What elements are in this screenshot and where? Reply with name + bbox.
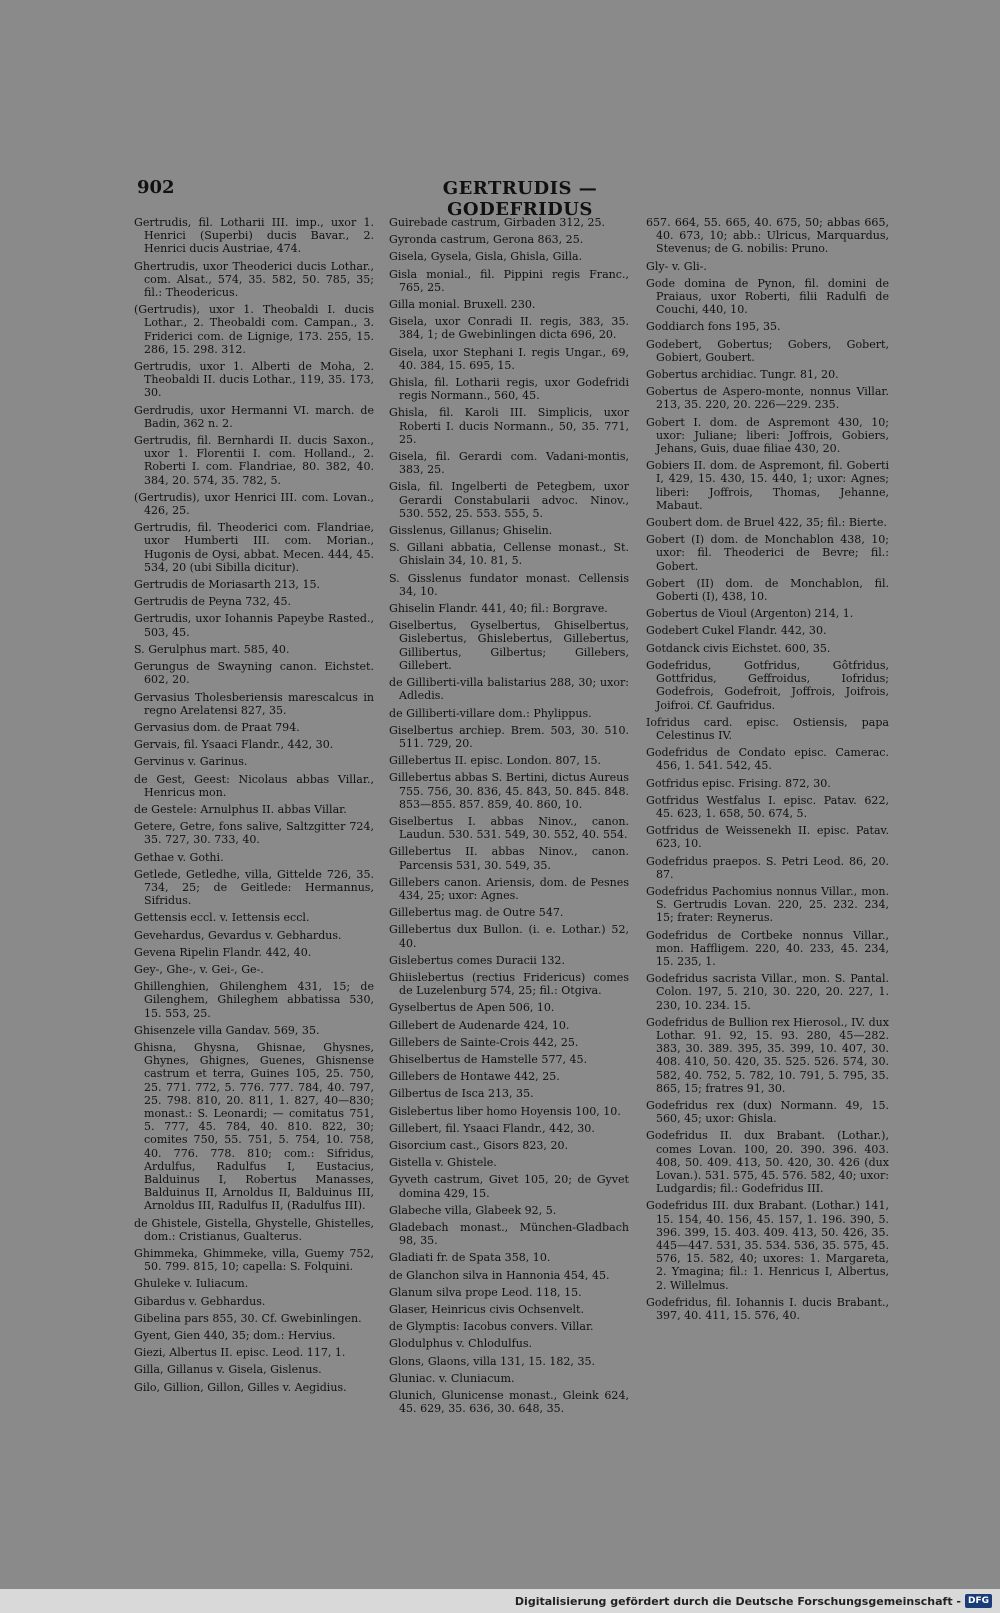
index-entry: Gobertus de Vioul (Argenton) 214, 1. bbox=[646, 607, 854, 621]
index-entry: Gisla, fil. Ingelberti de Petegbem, uxor Gerardi Constabularii advoc. Ninov., 530. 552, 25. 553. 555, 5. bbox=[389, 480, 629, 520]
index-entry: Gertrudis de Moriasarth 213, 15. bbox=[134, 578, 321, 592]
index-entry: Glunich, Glunicense monast., Gleink 624, 45. 629, 35. 636, 30. 648, 35. bbox=[389, 1389, 629, 1416]
index-entry: Ghisenzele villa Gandav. 569, 35. bbox=[134, 1023, 320, 1037]
index-entry: 657. 664, 55. 665, 40. 675, 50; abbas 665, 40. 673, 10; abb.: Ulricus, Marquardus, Stevenus; de G. nobilis: Pruno. bbox=[646, 216, 889, 256]
index-entry: Gislebertus comes Duracii 132. bbox=[389, 953, 565, 967]
index-entry: S. Gerulphus mart. 585, 40. bbox=[134, 642, 290, 656]
index-entry: Gertrudis de Peyna 732, 45. bbox=[134, 595, 291, 609]
index-entry: de Ghistele, Gistella, Ghystelle, Ghistelles, dom.: Cristianus, Gualterus. bbox=[134, 1216, 374, 1243]
page-number: 902 bbox=[137, 177, 175, 198]
index-entry: Gislebertus liber homo Hoyensis 100, 10. bbox=[389, 1104, 621, 1118]
index-entry: Ghimmeka, Ghimmeke, villa, Guemy 752, 50. 799. 815, 10; capella: S. Folquini. bbox=[134, 1247, 374, 1274]
index-entry: Gertrudis, fil. Lotharii III. imp., uxor 1. Henrici (Superbi) ducis Bavar., 2. Henrici ducis Austriae, 474. bbox=[134, 216, 374, 256]
index-entry: Giselbertus I. abbas Ninov., canon. Laudun. 530. 531. 549, 30. 552, 40. 554. bbox=[389, 814, 629, 842]
dfg-logo-icon: DFG bbox=[965, 1594, 992, 1608]
index-entry: Ghiselin Flandr. 441, 40; fil.: Borgrave. bbox=[389, 602, 608, 616]
index-entry: Guirebade castrum, Girbaden 312, 25. bbox=[389, 216, 606, 229]
index-entry: Gisorcium cast., Gisors 823, 20. bbox=[389, 1138, 569, 1152]
index-entry: Gertrudis, fil. Bernhardi II. ducis Saxon., uxor 1. Florentii I. com. Holland., 2. Roberti I. com. Flandriae, 80. 382, 40. 384, 20. 574, 35. 782, 5. bbox=[134, 434, 374, 487]
index-entry: Gillebertus abbas S. Bertini, dictus Aureus 755. 756, 30. 836, 45. 843, 50. 845. 848. 853—855. 857. 859, 40. 860, 10. bbox=[389, 771, 629, 811]
index-entry: Gillebers de Hontawe 442, 25. bbox=[389, 1070, 560, 1084]
index-entry: Gibelina pars 855, 30. Cf. Gwebinlingen. bbox=[134, 1311, 362, 1325]
index-entry: Gillebertus mag. de Outre 547. bbox=[389, 906, 564, 920]
index-entry: Glanum silva prope Leod. 118, 15. bbox=[389, 1285, 582, 1299]
index-entry: Goddiarch fons 195, 35. bbox=[646, 320, 781, 334]
index-entry: Gillebertus II. abbas Ninov., canon. Parcensis 531, 30. 549, 35. bbox=[389, 845, 629, 872]
index-entry: (Gertrudis), uxor Henrici III. com. Lovan., 426, 25. bbox=[134, 490, 374, 518]
index-entry: Godefridus de Bullion rex Hierosol., IV. dux Lothar. 91. 92, 15. 93. 280, 45—282. 383, 30. 389. 395, 35. 399, 10. 407, 30. 408. 410, 50. 420, 35. 525. 526. 574, 30. 582, 40. 752, 5. 782, 10. 791, 5. 795, 35. 865, 15; fratres 91, 30. bbox=[646, 1015, 890, 1095]
running-head: GERTRUDIS — GODEFRIDUS bbox=[442, 178, 598, 220]
index-entry: Gode domina de Pynon, fil. domini de Praiaus, uxor Roberti, filii Radulfi de Couchi, 440, 10. bbox=[646, 276, 889, 317]
index-entry: Gobert (I) dom. de Monchablon 438, 10; uxor: fil. Theoderici de Bevre; fil.: Gobert. bbox=[646, 533, 889, 573]
index-entry: Gyent, Gien 440, 35; dom.: Hervius. bbox=[134, 1329, 336, 1343]
index-entry: Gilla, Gillanus v. Gisela, Gislenus. bbox=[134, 1363, 322, 1377]
index-entry: de Gestele: Arnulphus II. abbas Villar. bbox=[134, 802, 347, 816]
index-entry: Getere, Getre, fons salive, Saltzgitter 724, 35. 727, 30. 733, 40. bbox=[134, 820, 374, 847]
index-entry: Gotfridus episc. Frising. 872, 30. bbox=[646, 776, 831, 790]
index-entry: Gillebers de Sainte-Crois 442, 25. bbox=[389, 1035, 579, 1049]
index-entry: Gibardus v. Gebhardus. bbox=[134, 1294, 266, 1308]
index-entry: Gistella v. Ghistele. bbox=[389, 1156, 497, 1170]
index-entry: Godefridus de Condato episc. Camerac. 456, 1. 541. 542, 45. bbox=[646, 746, 889, 773]
index-column-3 bbox=[646, 216, 889, 1326]
index-entry: Gervais, fil. Ysaaci Flandr., 442, 30. bbox=[134, 738, 334, 752]
index-entry: Giezi, Albertus II. episc. Leod. 117, 1. bbox=[134, 1346, 346, 1360]
index-entry: Godefridus praepos. S. Petri Leod. 86, 20. 87. bbox=[646, 854, 889, 881]
index-entry: Gisela, Gysela, Gisla, Ghisla, Gilla. bbox=[389, 250, 583, 264]
index-entry: Godefridus, Gotfridus, Gôtfridus, Gottfridus, Geffroidus, Iofridus; Godefrois, Godefroit, Joffrois, Joifrois, Joifroi. Cf. Gaufridus. bbox=[646, 658, 889, 712]
index-entry: Godefridus II. dux Brabant. (Lothar.), comes Lovan. 100, 20. 390. 396. 403. 408, 50. 409. 413, 50. 420, 30. 426 (dux Lovan.). 531. 575, 45. 576. 582, 40; uxor: Ludgardis; fil.: Godefridus III. bbox=[646, 1129, 889, 1196]
index-entry: de Gilliberti-villare dom.: Phylippus. bbox=[389, 706, 592, 720]
index-entry: Gevena Ripelin Flandr. 442, 40. bbox=[134, 945, 312, 959]
index-entry: Gotdanck civis Eichstet. 600, 35. bbox=[646, 641, 831, 655]
index-entry: Goubert dom. de Bruel 422, 35; fil.: Bierte. bbox=[646, 516, 887, 530]
index-entry: Glodulphus v. Chlodulfus. bbox=[389, 1337, 533, 1351]
index-entry: Gotfridus Westfalus I. episc. Patav. 622, 45. 623, 1. 658, 50. 674, 5. bbox=[646, 793, 889, 820]
index-entry: de Glanchon silva in Hannonia 454, 45. bbox=[389, 1268, 610, 1282]
index-entry: Gotfridus de Weissenekh II. episc. Patav. 623, 10. bbox=[646, 824, 889, 851]
index-entry: de Gest, Geest: Nicolaus abbas Villar., Henricus mon. bbox=[134, 772, 374, 799]
index-entry: Gillebertus II. episc. London. 807, 15. bbox=[389, 754, 601, 768]
index-entry: Ghisna, Ghysna, Ghisnae, Ghysnes, Ghynes, Ghignes, Guenes, Ghisnense castrum et terra, Guines 105, 25. 750, 25. 771. 772, 5. 776. 777. 784, 40. 797, 25. 798. 810, 20. 811, 1. 827, 40—830; monast.: S. Leonardi; — comitatus 751, 5. 777, 45. 784, 40. 810. 822, 30; comites 750, 55. 751, 5. 754, 10. 758, 40. 776. 778. 810; com.: Sifridus, Ardulfus, Radulfus I, Eustacius, Balduinus I, Robertus Manasses, Balduinus II, Arnoldus II, Balduinus III, Arnoldus III, Radulfus II, (Radulfus III). bbox=[134, 1040, 374, 1213]
index-entry: Gobert I. dom. de Aspremont 430, 10; uxor: Juliane; liberi: Joffrois, Gobiers, Jehans, Guis, duae filiae 430, 20. bbox=[646, 415, 889, 456]
index-entry: de Gilliberti-villa balistarius 288, 30; uxor: Adledis. bbox=[389, 676, 629, 703]
index-entry: Glabeche villa, Glabeek 92, 5. bbox=[389, 1203, 557, 1217]
footer-bar bbox=[0, 1589, 1000, 1613]
index-entry: Gettensis eccl. v. Iettensis eccl. bbox=[134, 911, 310, 925]
index-entry: Godefridus III. dux Brabant. (Lothar.) 141, 15. 154, 40. 156, 45. 157, 1. 196. 390, 5. 396. 399, 15. 403. 409. 413, 50. 426, 35. 445—447. 531, 35. 534. 536, 35. 575, 45. 576, 15. 582, 40; uxores: 1. Margareta, 2. Ymagina; fil.: 1. Henricus I, Albertus, 2. Willelmus. bbox=[646, 1199, 889, 1292]
index-entry: Gluniac. v. Cluniacum. bbox=[389, 1371, 515, 1385]
index-entry: Gly- v. Gli-. bbox=[646, 259, 707, 273]
index-entry: Godebert Cukel Flandr. 442, 30. bbox=[646, 624, 827, 638]
index-entry: Gisela, uxor Stephani I. regis Ungar., 69, 40. 384, 15. 695, 15. bbox=[389, 345, 629, 372]
index-entry: Gobert (II) dom. de Monchablon, fil. Goberti (I), 438, 10. bbox=[646, 576, 889, 604]
index-entry: Gisela, uxor Conradi II. regis, 383, 35. 384, 1; de Gwebinlingen dicta 696, 20. bbox=[389, 315, 629, 342]
index-entry: Gobiers II. dom. de Aspremont, fil. Goberti I, 429, 15. 430, 15. 440, 1; uxor: Agnes; liberi: Joffrois, Thomas, Jehanne, Mabaut. bbox=[646, 459, 889, 512]
index-entry: Godefridus de Cortbeke nonnus Villar., mon. Haffligem. 220, 40. 233, 45. 234, 15. 235, 1. bbox=[646, 928, 889, 968]
index-entry: Gisla monial., fil. Pippini regis Franc., 765, 25. bbox=[389, 267, 629, 294]
index-entry: Gisela, fil. Gerardi com. Vadani-montis, 383, 25. bbox=[389, 450, 629, 477]
index-entry: Gey-, Ghe-, v. Gei-, Ge-. bbox=[134, 962, 264, 976]
index-entry: S. Gillani abbatia, Cellense monast., St. Ghislain 34, 10. 81, 5. bbox=[389, 541, 629, 568]
index-entry: Gilla monial. Bruxell. 230. bbox=[389, 298, 536, 312]
index-entry: Gertrudis, uxor 1. Alberti de Moha, 2. Theobaldi II. ducis Lothar., 119, 35. 173, 30. bbox=[134, 360, 374, 400]
index-entry: Ghiislebertus (rectius Fridericus) comes de Luzelenburg 574, 25; fil.: Otgiva. bbox=[389, 970, 629, 998]
index-entry: Gillebert, fil. Ysaaci Flandr., 442, 30. bbox=[389, 1121, 595, 1135]
index-entry: Gisslenus, Gillanus; Ghiselin. bbox=[389, 524, 553, 538]
index-entry: Gervasius dom. de Praat 794. bbox=[134, 720, 300, 734]
index-entry: Gilo, Gillion, Gillon, Gilles v. Aegidius. bbox=[134, 1380, 347, 1394]
index-entry: Gillebers canon. Ariensis, dom. de Pesnes 434, 25; uxor: Agnes. bbox=[389, 875, 629, 902]
index-entry: Gillebertus dux Bullon. (i. e. Lothar.) 52, 40. bbox=[389, 923, 629, 950]
index-entry: Gerdrudis, uxor Hermanni VI. march. de Badin, 362 n. 2. bbox=[134, 403, 374, 430]
index-entry: Gevehardus, Gevardus v. Gebhardus. bbox=[134, 928, 342, 942]
index-entry: Gilbertus de Isca 213, 35. bbox=[389, 1087, 534, 1101]
index-entry: Godebert, Gobertus; Gobers, Gobert, Gobiert, Goubert. bbox=[646, 337, 889, 364]
index-entry: Iofridus card. episc. Ostiensis, papa Celestinus IV. bbox=[646, 715, 889, 742]
index-entry: Ghiselbertus de Hamstelle 577, 45. bbox=[389, 1052, 588, 1066]
index-column-1 bbox=[134, 216, 374, 1398]
index-entry: Ghertrudis, uxor Theoderici ducis Lothar., com. Alsat., 574, 35. 582, 50. 785, 35; fil.: Theodericus. bbox=[134, 259, 374, 300]
index-entry: Ghisla, fil. Karoli III. Simplicis, uxor Roberti I. ducis Normann., 50, 35. 771, 25. bbox=[389, 406, 629, 446]
index-entry: Gertrudis, fil. Theoderici com. Flandriae, uxor Humberti III. com. Morian., Hugonis de Oysi, abbat. Mecen. 444, 45. 534, 20 (ubi Sibilla dicitur). bbox=[134, 521, 374, 574]
footer-text: Digitalisierung gefördert durch die Deutsche Forschungsgemeinschaft - bbox=[514, 1594, 961, 1608]
index-column-2 bbox=[389, 216, 629, 1419]
index-entry: Getlede, Getledhe, villa, Gittelde 726, 35. 734, 25; de Geitlede: Hermannus, Sifridus. bbox=[134, 867, 374, 908]
index-entry: Giselbertus, Gyselbertus, Ghiselbertus, Gislebertus, Ghislebertus, Gillebertus, Gillibertus, Gilbertus; Gillebers, Gillebert. bbox=[389, 619, 629, 672]
index-entry: Giselbertus archiep. Brem. 503, 30. 510. 511. 729, 20. bbox=[389, 723, 629, 750]
index-entry: Gervinus v. Garinus. bbox=[134, 755, 248, 769]
index-entry: Gladebach monast., München-Gladbach 98, 35. bbox=[389, 1221, 629, 1248]
index-entry: Gyronda castrum, Gerona 863, 25. bbox=[389, 233, 584, 247]
index-entry: Gerungus de Swayning canon. Eichstet. 602, 20. bbox=[134, 660, 374, 687]
index-entry: Gobertus archidiac. Tungr. 81, 20. bbox=[646, 368, 839, 382]
index-entry: S. Gisslenus fundator monast. Cellensis 34, 10. bbox=[389, 571, 629, 598]
index-entry: Ghuleke v. Iuliacum. bbox=[134, 1277, 249, 1291]
index-entry: Ghisla, fil. Lotharii regis, uxor Godefridi regis Normann., 560, 45. bbox=[389, 376, 629, 403]
index-entry: Gyselbertus de Apen 506, 10. bbox=[389, 1001, 555, 1015]
index-entry: de Glymptis: Iacobus convers. Villar. bbox=[389, 1320, 594, 1334]
index-entry: Glons, Glaons, villa 131, 15. 182, 35. bbox=[389, 1354, 596, 1368]
index-entry: Gertrudis, uxor Iohannis Papeybe Rasted., 503, 45. bbox=[134, 612, 374, 639]
index-entry: Ghillenghien, Ghilenghem 431, 15; de Gilenghem, Ghileghem abbatissa 530, 15. 553, 25. bbox=[134, 980, 374, 1020]
index-entry: Godefridus sacrista Villar., mon. S. Pantal. Colon. 197, 5. 210, 30. 220, 20. 227, 1. 230, 10. 234. 15. bbox=[646, 972, 889, 1012]
index-entry: (Gertrudis), uxor 1. Theobaldi I. ducis Lothar., 2. Theobaldi com. Campan., 3. Friderici com. de Lignige, 173. 255, 15. 286, 15. 298. 312. bbox=[134, 303, 374, 356]
index-entry: Godefridus, fil. Iohannis I. ducis Brabant., 397, 40. 411, 15. 576, 40. bbox=[646, 1295, 889, 1323]
index-entry: Glaser, Heinricus civis Ochsenvelt. bbox=[389, 1303, 584, 1317]
index-entry: Gobertus de Aspero-monte, nonnus Villar. 213, 35. 220, 20. 226—229. 235. bbox=[646, 385, 889, 412]
index-entry: Godefridus Pachomius nonnus Villar., mon. S. Gertrudis Lovan. 220, 25. 232. 234, 15; frater: Reynerus. bbox=[646, 884, 889, 925]
index-entry: Gethae v. Gothi. bbox=[134, 850, 224, 864]
index-entry: Godefridus rex (dux) Normann. 49, 15. 560, 45; uxor: Ghisla. bbox=[646, 1098, 889, 1126]
index-entry: Gladiati fr. de Spata 358, 10. bbox=[389, 1251, 551, 1265]
index-entry: Gyveth castrum, Givet 105, 20; de Gyvet domina 429, 15. bbox=[389, 1173, 629, 1200]
index-entry: Gillebert de Audenarde 424, 10. bbox=[389, 1018, 570, 1032]
index-entry: Gervasius Tholesberiensis marescalcus in regno Arelatensi 827, 35. bbox=[134, 690, 374, 717]
